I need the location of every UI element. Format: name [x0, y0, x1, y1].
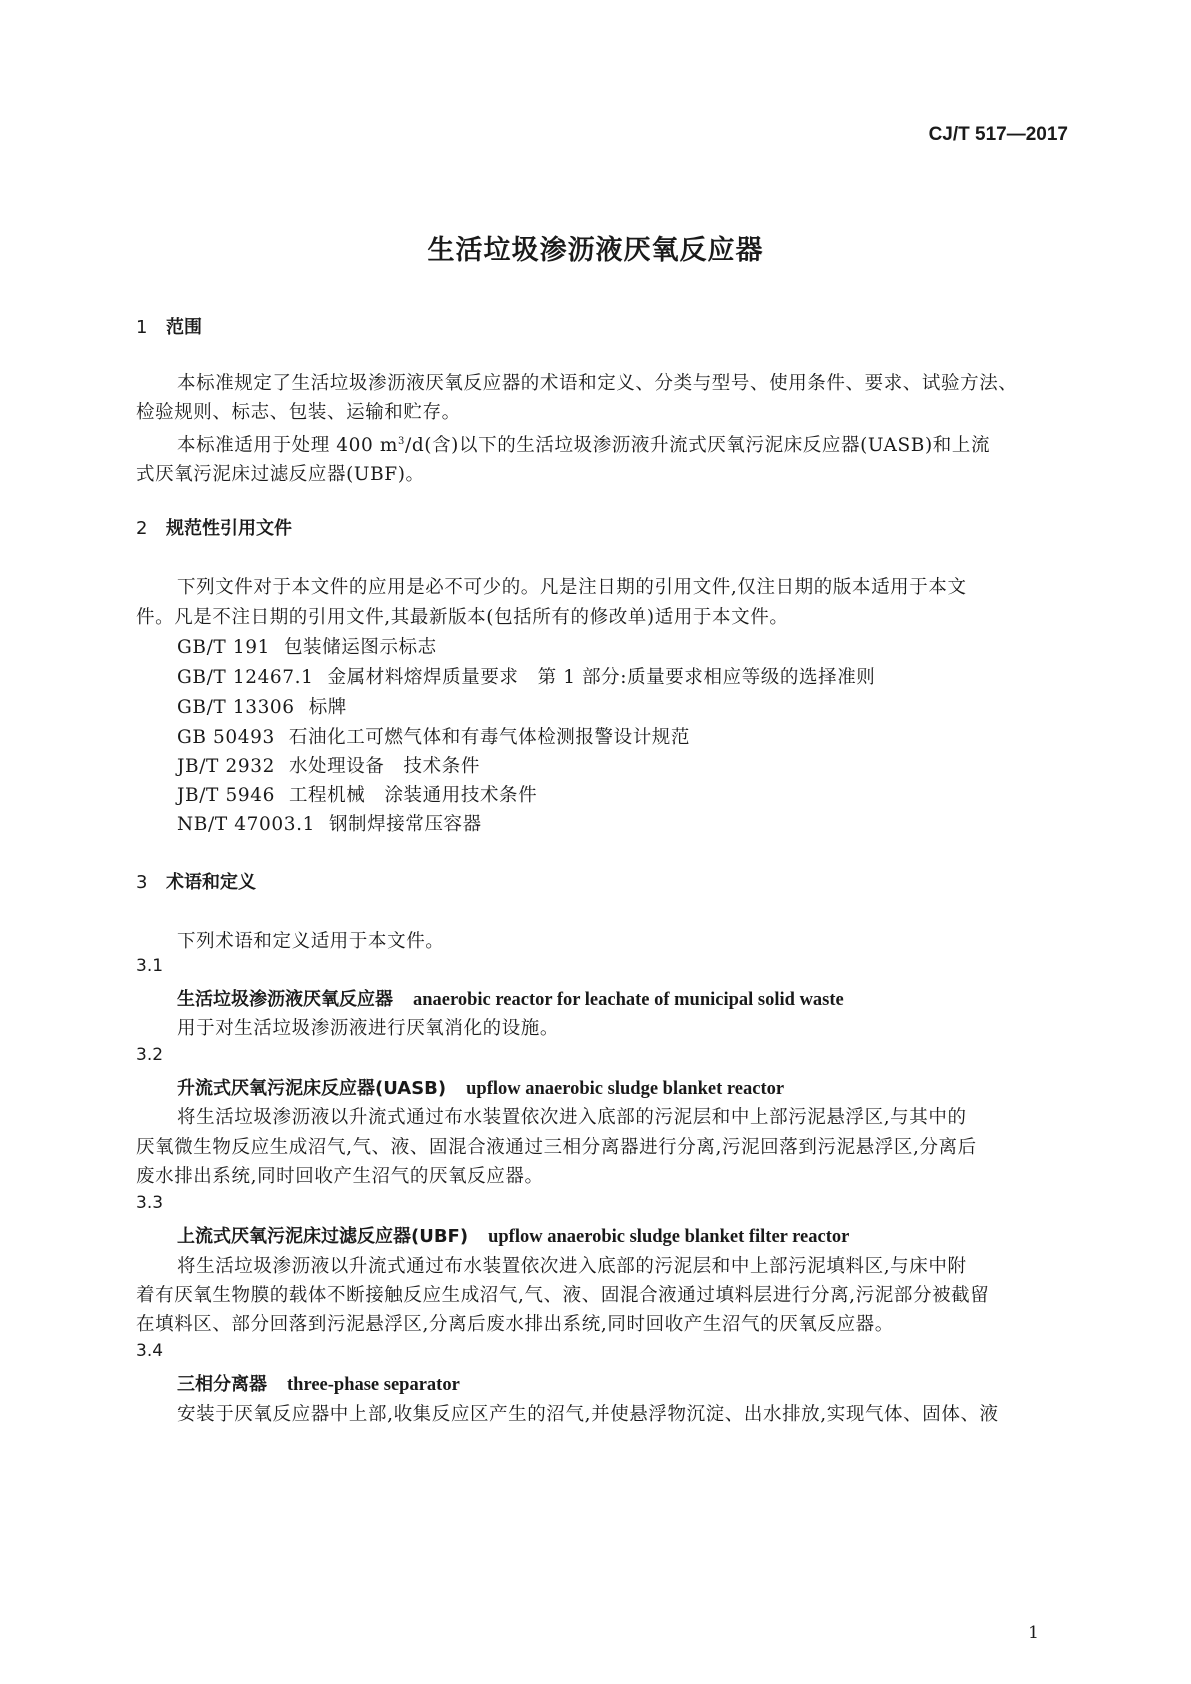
reference-item	[177, 781, 537, 807]
term-zh: 上流式厌氧污泥床过滤反应器(UBF)	[177, 1226, 469, 1247]
term-en: three-phase separator	[287, 1375, 460, 1395]
terms-intro: 下列术语和定义适用于本文件。	[177, 931, 445, 952]
text-segment: 本标准适用于处理 400 m	[177, 435, 399, 456]
term-definition-line: 用于对生活垃圾渗沥液进行厌氧消化的设施。	[177, 1018, 560, 1039]
reference-title: 水处理设备 技术条件	[288, 756, 480, 777]
term-heading	[177, 1074, 784, 1100]
reference-item	[177, 693, 347, 719]
section-title: 范围	[166, 317, 202, 338]
scope-paragraph-line	[177, 431, 990, 457]
superscript: 3	[398, 436, 405, 447]
reference-title: 包装储运图示标志	[283, 637, 437, 658]
term-en: upflow anaerobic sludge blanket reactor	[466, 1079, 785, 1099]
section-heading-references	[136, 514, 292, 540]
section-title: 规范性引用文件	[166, 518, 292, 539]
reference-code: GB 50493	[177, 727, 275, 748]
reference-title: 工程机械 涂装通用技术条件	[288, 785, 538, 806]
term-definition-line: 安装于厌氧反应器中上部,收集反应区产生的沼气,并使悬浮物沉淀、出水排放,实现气体、固体、液	[177, 1404, 999, 1425]
term-zh: 生活垃圾渗沥液厌氧反应器	[177, 989, 393, 1010]
reference-code: JB/T 2932	[177, 756, 275, 777]
term-definition-line: 厌氧微生物反应生成沼气,气、液、固混合液通过三相分离器进行分离,污泥回落到污泥悬浮区,分离后	[136, 1137, 977, 1158]
term-heading	[177, 1370, 460, 1396]
term-zh: 升流式厌氧污泥床反应器(UASB)	[177, 1078, 447, 1099]
term-definition-line: 着有厌氧生物膜的载体不断接触反应生成沼气,气、液、固混合液通过填料层进行分离,污泥部分被截留	[136, 1285, 990, 1306]
reference-item	[177, 663, 875, 689]
clause-number: 3.2	[136, 1045, 164, 1065]
section-number: 3	[136, 872, 148, 893]
clause-number: 3.1	[136, 956, 164, 976]
section-heading-terms	[136, 868, 256, 894]
term-definition-line: 将生活垃圾渗沥液以升流式通过布水装置依次进入底部的污泥层和中上部污泥悬浮区,与其中的	[177, 1107, 967, 1128]
reference-item	[177, 723, 690, 749]
term-definition-line: 废水排出系统,同时回收产生沼气的厌氧反应器。	[136, 1166, 544, 1187]
term-en: upflow anaerobic sludge blanket filter reactor	[488, 1227, 850, 1247]
term-definition-line: 在填料区、部分回落到污泥悬浮区,分离后废水排出系统,同时回收产生沼气的厌氧反应器。	[136, 1314, 894, 1335]
clause-number: 3.4	[136, 1341, 164, 1361]
reference-title: 钢制焊接常压容器	[328, 814, 482, 835]
references-intro-line: 下列文件对于本文件的应用是必不可少的。凡是注日期的引用文件,仅注日期的版本适用于本文	[177, 577, 967, 598]
term-definition-line: 将生活垃圾渗沥液以升流式通过布水装置依次进入底部的污泥层和中上部污泥填料区,与床中附	[177, 1256, 967, 1277]
clause-number: 3.3	[136, 1193, 164, 1213]
reference-code: GB/T 12467.1	[177, 667, 314, 688]
term-heading	[177, 1222, 849, 1248]
scope-paragraph-line: 本标准规定了生活垃圾渗沥液厌氧反应器的术语和定义、分类与型号、使用条件、要求、试验方法、	[177, 373, 1018, 394]
section-heading-scope	[136, 313, 202, 339]
section-number: 2	[136, 518, 148, 539]
standard-code: CJ/T 517—2017	[928, 124, 1068, 145]
section-title: 术语和定义	[166, 872, 256, 893]
term-en: anaerobic reactor for leachate of municipal solid waste	[413, 990, 844, 1010]
reference-item	[177, 810, 482, 836]
document-title: 生活垃圾渗沥液厌氧反应器	[427, 235, 764, 266]
reference-code: GB/T 13306	[177, 697, 295, 718]
section-number: 1	[136, 317, 148, 338]
reference-code: NB/T 47003.1	[177, 814, 315, 835]
reference-title: 石油化工可燃气体和有毒气体检测报警设计规范	[288, 727, 691, 748]
term-heading	[177, 985, 844, 1011]
reference-item	[177, 752, 480, 778]
reference-title: 标牌	[308, 697, 347, 718]
references-intro-line: 件。凡是不注日期的引用文件,其最新版本(包括所有的修改单)适用于本文件。	[136, 607, 789, 628]
reference-code: GB/T 191	[177, 637, 270, 658]
term-zh: 三相分离器	[177, 1374, 267, 1395]
reference-title: 金属材料熔焊质量要求 第 1 部分:质量要求相应等级的选择准则	[327, 667, 876, 688]
page-number: 1	[1028, 1623, 1039, 1643]
scope-paragraph-line: 检验规则、标志、包装、运输和贮存。	[136, 402, 461, 423]
scope-paragraph-line: 式厌氧污泥床过滤反应器(UBF)。	[136, 464, 425, 485]
reference-item	[177, 633, 437, 659]
reference-code: JB/T 5946	[177, 785, 275, 806]
text-segment: /d(含)以下的生活垃圾渗沥液升流式厌氧污泥床反应器(UASB)和上流	[404, 435, 991, 456]
